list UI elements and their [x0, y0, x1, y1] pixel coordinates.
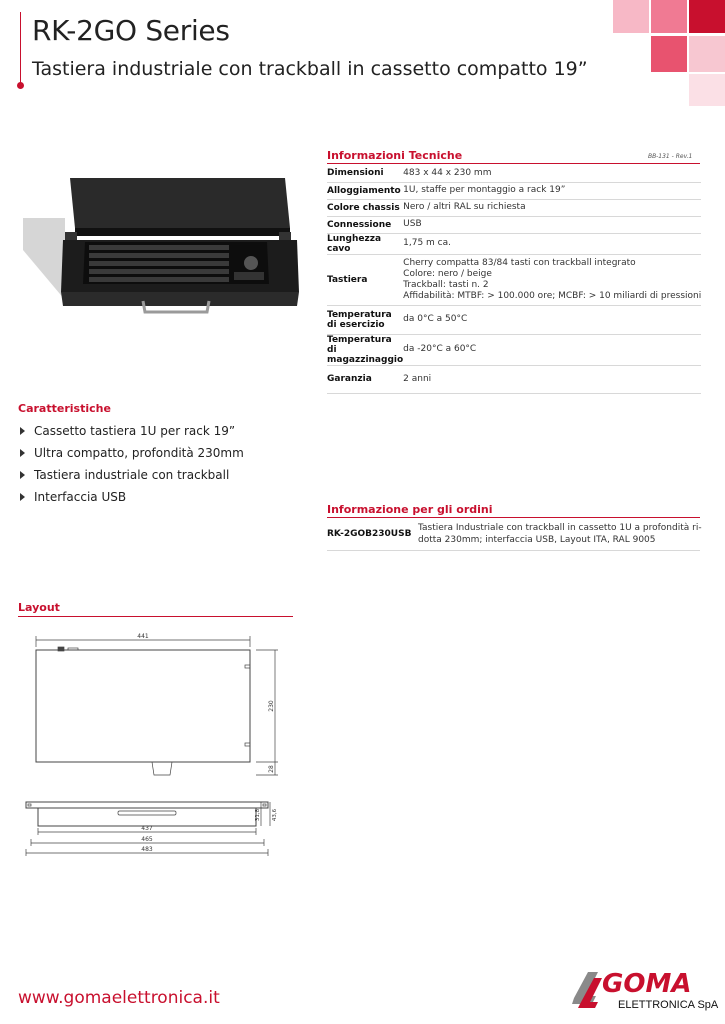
spec-value: 1,75 m ca.: [403, 233, 701, 254]
spec-line: Trackball: tasti n. 2: [403, 279, 489, 290]
dim-label-441: 441: [137, 633, 149, 640]
specs-rule: [327, 163, 700, 164]
order-heading: Informazione per gli ordini: [327, 503, 493, 516]
caret-right-icon: [20, 471, 25, 479]
spec-value: [403, 254, 701, 305]
feature-text: Tastiera industriale con trackball: [34, 468, 230, 482]
spec-key: Dimensioni: [327, 165, 403, 182]
spec-key: Lunghezza cavo: [327, 233, 403, 254]
order-rule: [327, 517, 700, 518]
spec-key-line: di magazzinaggio: [327, 344, 404, 365]
spec-key: Colore chassis: [327, 199, 403, 216]
feature-text: Cassetto tastiera 1U per rack 19”: [34, 424, 236, 438]
specs-heading: Informazioni Tecniche: [327, 149, 463, 162]
list-item: [20, 486, 244, 508]
table-row: [327, 199, 701, 216]
revision-label: BB-131 - Rev.1: [648, 153, 693, 160]
spec-key: Alloggiamento: [327, 182, 403, 199]
feature-text: Interfaccia USB: [34, 490, 127, 504]
page-title: RK-2GO Series: [32, 14, 230, 47]
list-item: [20, 420, 244, 442]
table-row: [327, 365, 701, 393]
spec-line: Colore: nero / beige: [403, 268, 492, 279]
order-row: [327, 520, 700, 551]
spec-value: 2 anni: [403, 365, 701, 393]
spec-value: da -20°C a 60°C: [403, 334, 701, 365]
specs-table: [327, 165, 701, 394]
dim-label-28: 28: [268, 765, 275, 773]
table-row: [327, 216, 701, 233]
spec-value: 1U, staffe per montaggio a rack 19”: [403, 182, 701, 199]
table-row: [327, 254, 701, 305]
order-description: [418, 522, 702, 546]
dim-label-483: 483: [141, 846, 153, 853]
dim-label-230: 230: [268, 700, 275, 712]
list-item: [20, 464, 244, 486]
table-row: [327, 165, 701, 182]
caret-right-icon: [20, 449, 25, 457]
order-line: dotta 230mm; interfaccia USB, Layout ITA, RAL 9005: [418, 535, 656, 545]
caret-right-icon: [20, 493, 25, 501]
spec-value: USB: [403, 216, 701, 233]
order-line: Tastiera Industriale con trackball in cassetto 1U a profondità ri-: [418, 523, 702, 533]
layout-drawing: [20, 625, 290, 860]
table-row: [327, 334, 701, 365]
dim-label-43-6: 43,6: [272, 808, 278, 822]
header-accent-dot: [17, 82, 24, 89]
features-list: [20, 420, 244, 508]
dim-label-465: 465: [141, 836, 153, 843]
page-subtitle: Tastiera industriale con trackball in cassetto compatto 19”: [32, 58, 588, 80]
list-item: [20, 442, 244, 464]
caret-right-icon: [20, 427, 25, 435]
layout-heading: Layout: [18, 601, 60, 614]
website-link[interactable]: www.gomaelettronica.it: [18, 988, 220, 1008]
spec-key: [327, 334, 403, 365]
spec-key-line: Temperatura: [327, 334, 392, 345]
spec-value: Nero / altri RAL su richiesta: [403, 199, 701, 216]
spec-line: Cherry compatta 83/84 tasti con trackball integrato: [403, 257, 636, 268]
header-accent-line: [20, 12, 21, 84]
spec-key-line: Temperatura: [327, 309, 392, 320]
features-heading: Caratteristiche: [18, 402, 111, 415]
spec-value: da 0°C a 50°C: [403, 305, 701, 334]
product-image: [15, 160, 305, 335]
goma-logo: [568, 960, 719, 1012]
logo-word: GOMA: [602, 969, 692, 999]
table-row: [327, 182, 701, 199]
table-row: [327, 233, 701, 254]
table-row: [327, 305, 701, 334]
logo-sub: ELETTRONICA SpA: [618, 999, 719, 1011]
spec-key: Garanzia: [327, 365, 403, 393]
spec-key: Tastiera: [327, 254, 403, 305]
spec-key: Connessione: [327, 216, 403, 233]
spec-value: 483 x 44 x 230 mm: [403, 165, 701, 182]
feature-text: Ultra compatto, profondità 230mm: [34, 446, 244, 460]
spec-line: Affidabilità: MTBF: > 100.000 ore; MCBF: > 10 miliardi di pressioni: [403, 290, 702, 301]
dim-label-437: 437: [141, 825, 153, 832]
spec-key-line: di esercizio: [327, 319, 385, 330]
order-code: RK-2GOB230USB: [327, 529, 412, 539]
dim-label-31-8: 31,8: [255, 808, 261, 822]
layout-rule: [18, 616, 293, 617]
spec-key: [327, 305, 403, 334]
